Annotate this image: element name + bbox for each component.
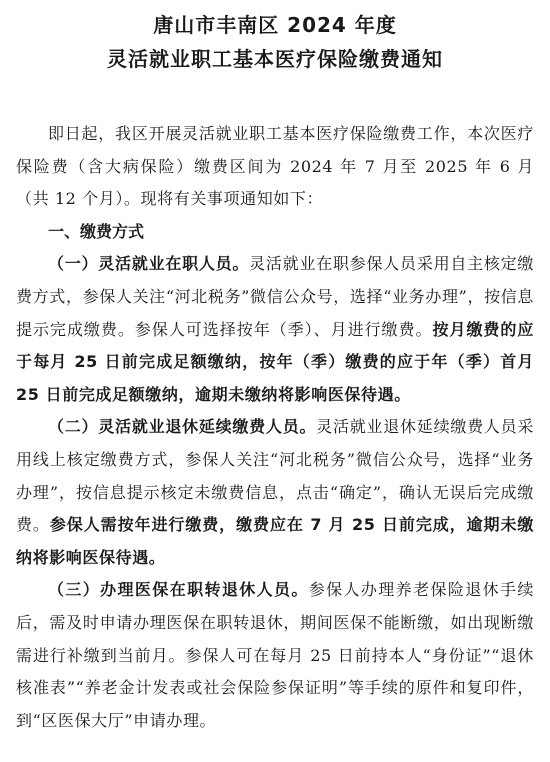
item-text: 参保人办理养老保险退休手续后，需及时申请办理医保在职转退休，期间医保不能断缴，如出现断缴需进行补缴到当前月。参保人可在每月 25 日前持本人“身份证”“退休核准表”“养老金计发表或社会保险参保证明”等手续的原件和复印件，到“区医保大厅”申请办理。 (16, 580, 534, 730)
document-title-line-1: 唐山市丰南区 2024 年度 (153, 13, 397, 37)
item-bold-text: 参保人需按年进行缴费，缴费应在 7 月 25 日前完成，逾期未缴纳将影响医保待遇。 (16, 515, 535, 567)
item-text: 灵活就业退休延续缴费人员采用线上核定缴费方式，参保人关注“河北税务”微信公众号，选择“业务办理”，按信息提示核定未缴费信息，点击“确定”，确认无误后完成缴费。 (16, 417, 534, 535)
item-label: （二）灵活就业退休延续缴费人员。 (48, 417, 317, 437)
item-flexible-employed (16, 248, 534, 411)
item-text: 灵活就业在职参保人员采用自主核定缴费方式，参保人关注“河北税务”微信公众号，选择“业务办理”，按信息提示完成缴费。参保人可选择按年（季）、月进行缴费。 (16, 254, 534, 339)
item-retired-continuing (16, 411, 534, 574)
item-label: （一）灵活就业在职人员。 (48, 254, 250, 274)
item-label: （三）办理医保在职转退休人员。 (48, 580, 309, 600)
item-bold-text: 按月缴费的应于每月 25 日前完成足额缴纳，按年（季）缴费的应于年（季）首月 25 日前完成足额缴纳，逾期未缴纳将影响医保待遇。 (16, 319, 534, 404)
document-title-line-2: 灵活就业职工基本医疗保险缴费通知 (107, 47, 443, 71)
item-employed-to-retired (16, 574, 534, 737)
section-heading-payment-method: 一、缴费方式 (48, 221, 145, 241)
intro-paragraph: 即日起，我区开展灵活就业职工基本医疗保险缴费工作，本次医疗保险费（含大病保险）缴费区间为 2024 年 7 月至 2025 年 6 月（共 12 个月）。现将有关事项通知如下： (16, 124, 534, 209)
